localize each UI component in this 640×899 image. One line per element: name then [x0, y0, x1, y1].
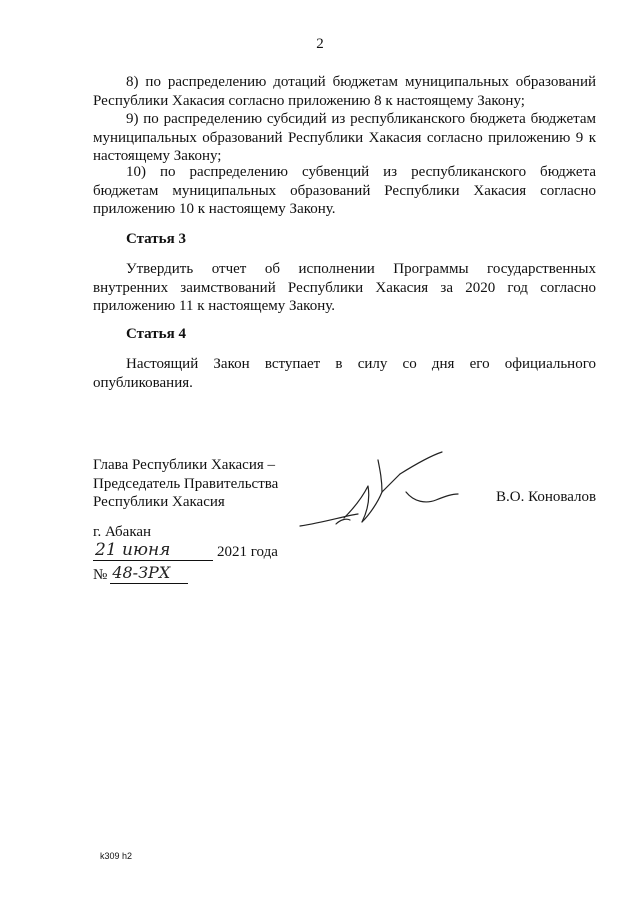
footer-code: k309 h2: [100, 851, 133, 861]
paragraph-item-10: 10) по распределению субвенций из республиканского бюджета бюджетам муниципальных образований Республики Хакасия согласно приложению 10 к настоящему Закону.: [93, 164, 596, 217]
signatory-title-line-3: Республики Хакасия: [93, 494, 225, 510]
date-year: 2021 года: [217, 544, 278, 560]
article-4-text: Настоящий Закон вступает в силу со дня его официального опубликования.: [93, 356, 596, 391]
handwritten-number: 48-ЗРХ: [110, 564, 188, 584]
signatory-title-line-2: Председатель Правительства: [93, 475, 279, 492]
paragraph-item-8: 8) по распределению дотаций бюджетам муниципальных образований Республики Хакасия согласно приложению 8 к настоящему Закону;: [93, 74, 596, 109]
handwritten-signature: [296, 448, 466, 533]
article-4-heading: Статья 4: [126, 326, 186, 342]
place-of-signing: г. Абакан: [93, 524, 152, 540]
number-sign: №: [93, 567, 108, 583]
article-3-heading: Статья 3: [126, 231, 186, 247]
signatory-title: [93, 456, 278, 512]
handwritten-date: 21 июня: [93, 541, 213, 561]
signatory-title-line-1: Глава Республики Хакасия –: [93, 457, 276, 473]
page-number: 2: [316, 36, 324, 52]
signatory-name: В.О. Коновалов: [496, 489, 597, 505]
signing-date: [93, 541, 278, 561]
paragraph-item-9: 9) по распределению субсидий из республиканского бюджета бюджетам муниципальных образований Республики Хакасия согласно приложению 9 к настоящему Закону;: [93, 111, 596, 164]
article-3-text: Утвердить отчет об исполнении Программы государственных внутренних заимствований Республики Хакасия за 2020 год согласно приложению 11 к настоящему Закону.: [93, 261, 596, 314]
law-number: [93, 564, 188, 584]
